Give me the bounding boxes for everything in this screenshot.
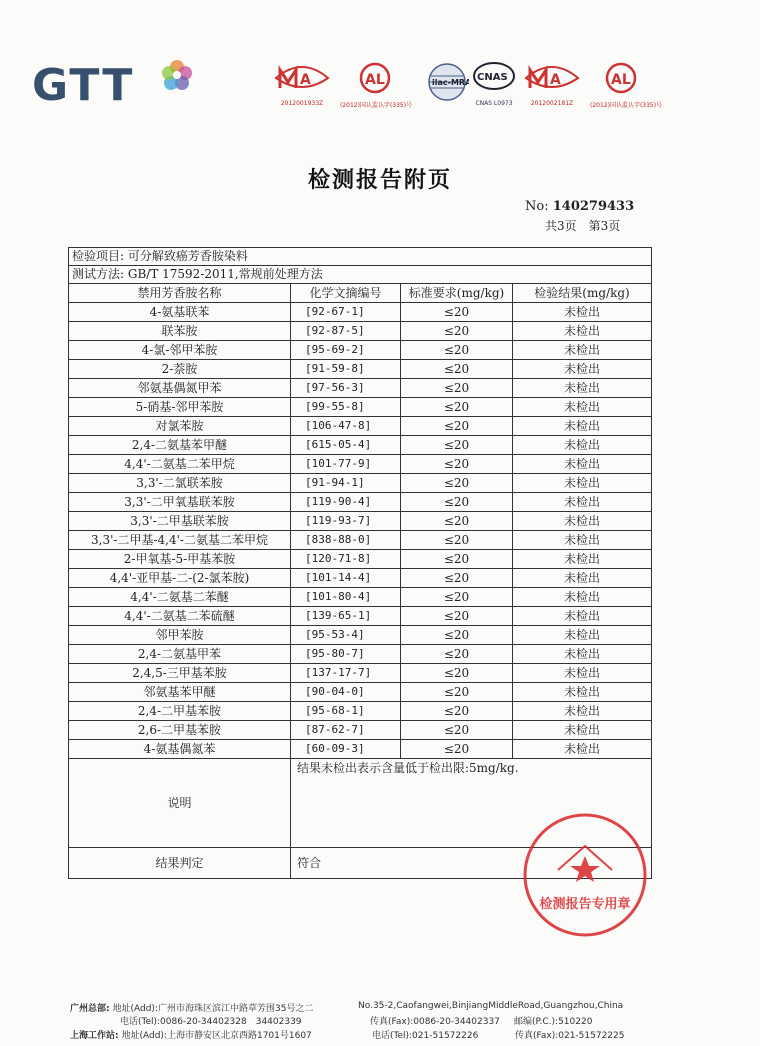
accreditation-marks [272,62,663,112]
amine-name: 4,4'-亚甲基-二-(2-氯苯胺) [69,569,291,588]
amine-name: 2,4-二甲基苯胺 [69,702,291,721]
standard-limit: ≤20 [401,702,513,721]
table-row [69,531,652,550]
cal-icon [357,62,393,94]
col-std-header: 标准要求(mg/kg) [401,284,513,303]
table-row [69,569,652,588]
cnas-icon [471,62,517,94]
gz-postcode: 邮编(P.C.):510220 [514,1017,593,1027]
col-name-header: 禁用芳香胺名称 [69,284,291,303]
table-row [69,417,652,436]
conclusion-value: 符合 [291,848,652,879]
standard-limit: ≤20 [401,531,513,550]
standard-limit: ≤20 [401,379,513,398]
test-result: 未检出 [513,360,652,379]
note-text: 结果未检出表示含量低于检出限:5mg/kg. [291,759,652,848]
table-row [69,550,652,569]
cas-number: [101-14-4] [291,569,401,588]
svg-text:CNAS: CNAS [477,72,508,83]
table-header [69,284,652,303]
amine-name: 2,4-二氨基苯甲醚 [69,436,291,455]
cma-icon [274,62,330,94]
table-row [69,740,652,759]
cal-mark: AL (2012)国认监认字(335)号 [340,62,410,109]
cnas-mark: CNAS CNAS L0973 [468,62,520,107]
cas-number: [92-87-5] [291,322,401,341]
table-row [69,683,652,702]
gtt-logo: GTT [32,60,135,111]
test-result: 未检出 [513,512,652,531]
cas-number: [106-47-8] [291,417,401,436]
standard-limit: ≤20 [401,512,513,531]
amine-name: 4,4'-二氨基二苯硫醚 [69,607,291,626]
conclusion-label: 结果判定 [69,848,291,879]
test-result: 未检出 [513,607,652,626]
amine-name: 4,4'-二氨基二苯醚 [69,588,291,607]
test-result: 未检出 [513,341,652,360]
amine-name: 2,4-二氨基甲苯 [69,645,291,664]
sh-fax: 传真(Fax):021-51572225 [515,1031,625,1041]
test-result: 未检出 [513,303,652,322]
sh-address: 上海工作站: 地址(Add):上海市静安区北京西路1701号1607 [70,1031,312,1041]
svg-text:A: A [550,72,561,88]
cas-number: [60-09-3] [291,740,401,759]
standard-limit: ≤20 [401,341,513,360]
cal-mark-2: AL (2012)国认监认字(335)号 [590,62,652,109]
standard-limit: ≤20 [401,417,513,436]
table-row [69,436,652,455]
amine-name: 2-甲氧基-5-甲基苯胺 [69,550,291,569]
inspection-seal-stamp [520,810,650,940]
cas-number: [87-62-7] [291,721,401,740]
table-row [69,474,652,493]
test-result: 未检出 [513,740,652,759]
amine-name: 邻氨基偶氮甲苯 [69,379,291,398]
cas-number: [97-56-3] [291,379,401,398]
test-result: 未检出 [513,626,652,645]
cas-number: [95-53-4] [291,626,401,645]
ilac-mark [422,62,472,106]
gz-tel: 电话(Tel):0086-20-34402328 34402339 [120,1017,302,1027]
test-result: 未检出 [513,550,652,569]
standard-limit: ≤20 [401,303,513,322]
cas-number: [119-90-4] [291,493,401,512]
table-row [69,341,652,360]
test-result: 未检出 [513,683,652,702]
cas-number: [137-17-7] [291,664,401,683]
col-result-header: 检验结果(mg/kg) [513,284,652,303]
cas-number: [139-65-1] [291,607,401,626]
amine-name: 3,3'-二甲氧基联苯胺 [69,493,291,512]
amine-name: 4-氨基偶氮苯 [69,740,291,759]
standard-limit: ≤20 [401,664,513,683]
table-row [69,626,652,645]
standard-limit: ≤20 [401,645,513,664]
note-label: 说明 [69,759,291,848]
test-result: 未检出 [513,379,652,398]
cas-number: [120-71-8] [291,550,401,569]
table-row [69,360,652,379]
cma-mark-2: A 2012002181Z [522,62,582,107]
test-result: 未检出 [513,455,652,474]
amine-name: 4,4'-二氨基二苯甲烷 [69,455,291,474]
cas-number: [95-80-7] [291,645,401,664]
test-result: 未检出 [513,588,652,607]
test-result: 未检出 [513,417,652,436]
stamp-text: 检测报告专用章 [539,897,631,912]
page-title: 检测报告附页 [307,167,452,193]
standard-limit: ≤20 [401,322,513,341]
table-row [69,664,652,683]
table-row [69,455,652,474]
sh-tel: 电话(Tel):021-51572226 [372,1031,479,1041]
standard-limit: ≤20 [401,607,513,626]
cas-number: [101-77-9] [291,455,401,474]
amine-name: 4-氯-邻甲苯胺 [69,341,291,360]
cma-mark: A 2012001933Z [272,62,332,107]
amine-name: 2,6-二甲基苯胺 [69,721,291,740]
cas-number: [91-59-8] [291,360,401,379]
standard-limit: ≤20 [401,550,513,569]
amine-name: 3,3'-二甲基-4,4'-二氨基二苯甲烷 [69,531,291,550]
test-result: 未检出 [513,569,652,588]
amine-name: 2,4,5-三甲基苯胺 [69,664,291,683]
cas-number: [95-68-1] [291,702,401,721]
cas-number: [119-93-7] [291,512,401,531]
svg-text:ilac-MRA: ilac-MRA [432,78,469,87]
standard-limit: ≤20 [401,493,513,512]
test-result: 未检出 [513,493,652,512]
ilac-mra-icon [425,62,469,102]
test-results-table [68,247,652,879]
test-item-row: 检验项目: 可分解致癌芳香胺染料 [69,248,652,266]
standard-limit: ≤20 [401,360,513,379]
cma-icon [524,62,580,94]
test-result: 未检出 [513,474,652,493]
standard-limit: ≤20 [401,740,513,759]
cal-icon [603,62,639,94]
table-row [69,721,652,740]
test-result: 未检出 [513,398,652,417]
svg-text:A: A [300,72,311,88]
cas-number: [615-05-4] [291,436,401,455]
svg-text:AL: AL [611,72,631,88]
table-row [69,645,652,664]
gz-address-en: No.35-2,Caofangwei,BinjiangMiddleRoad,Guangzhou,China [358,1001,624,1011]
table-row [69,607,652,626]
table-row [69,493,652,512]
amine-name: 3,3'-二氯联苯胺 [69,474,291,493]
standard-limit: ≤20 [401,683,513,702]
page-info: 共3页 第3页 [545,219,621,233]
standard-limit: ≤20 [401,569,513,588]
table-row [69,588,652,607]
gz-fax: 传真(Fax):0086-20-34402337 [370,1017,500,1027]
cas-number: [91-94-1] [291,474,401,493]
test-result: 未检出 [513,721,652,740]
cas-number: [90-04-0] [291,683,401,702]
table-row [69,322,652,341]
table-row [69,512,652,531]
standard-limit: ≤20 [401,721,513,740]
svg-text:AL: AL [365,72,385,88]
cas-number: [92-67-1] [291,303,401,322]
standard-limit: ≤20 [401,588,513,607]
cas-number: [99-55-8] [291,398,401,417]
cas-number: [95-69-2] [291,341,401,360]
standard-limit: ≤20 [401,398,513,417]
table-row [69,398,652,417]
amine-name: 对氯苯胺 [69,417,291,436]
table-row [69,379,652,398]
standard-limit: ≤20 [401,455,513,474]
col-cas-header: 化学文摘编号 [291,284,401,303]
amine-name: 2-萘胺 [69,360,291,379]
standard-limit: ≤20 [401,436,513,455]
cas-number: [101-80-4] [291,588,401,607]
amine-name: 邻甲苯胺 [69,626,291,645]
logo-flower-icon [160,58,194,92]
test-result: 未检出 [513,702,652,721]
standard-limit: ≤20 [401,626,513,645]
gz-address: 广州总部: 地址(Add):广州市海珠区滨江中路草芳围35号之二 [70,1004,314,1014]
standard-limit: ≤20 [401,474,513,493]
table-row [69,303,652,322]
cas-number: [838-88-0] [291,531,401,550]
amine-name: 5-硝基-邻甲苯胺 [69,398,291,417]
report-number: No: 140279433 [525,199,635,214]
test-result: 未检出 [513,645,652,664]
test-result: 未检出 [513,531,652,550]
amine-name: 3,3'-二甲基联苯胺 [69,512,291,531]
test-result: 未检出 [513,664,652,683]
table-row [69,702,652,721]
test-result: 未检出 [513,436,652,455]
test-method-row: 测试方法: GB/T 17592-2011,常规前处理方法 [69,266,652,284]
amine-name: 4-氨基联苯 [69,303,291,322]
test-result: 未检出 [513,322,652,341]
amine-name: 联苯胺 [69,322,291,341]
amine-name: 邻氨基苯甲醚 [69,683,291,702]
